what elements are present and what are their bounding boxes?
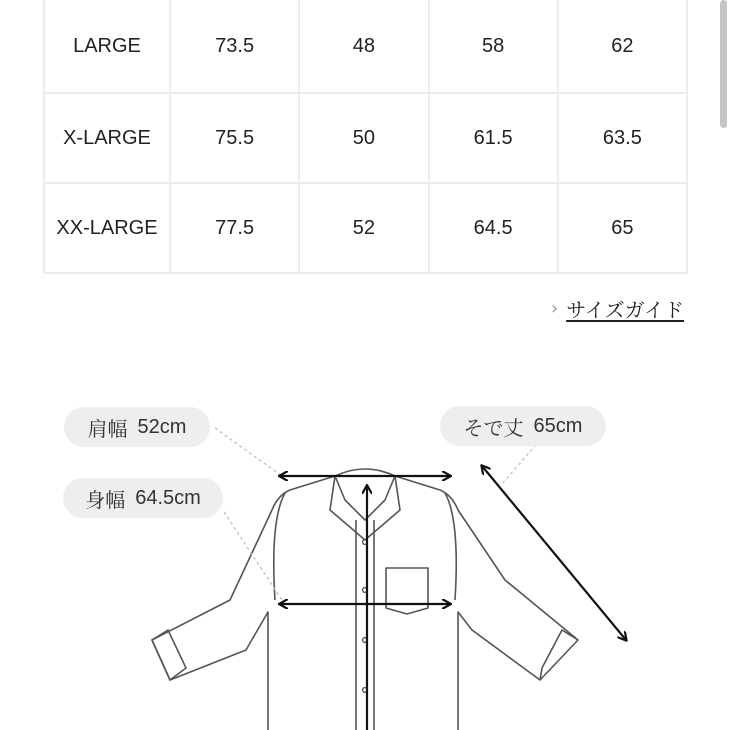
table-cell: 63.5 — [558, 93, 687, 183]
sleeve-arrow — [482, 466, 626, 640]
table-cell: 58 — [429, 0, 558, 93]
table-cell: 65 — [558, 183, 687, 273]
sleeve-label: そで丈 — [463, 417, 524, 440]
table-cell: 52 — [299, 183, 428, 273]
sleeve-length-badge — [440, 406, 606, 446]
table-cell: 64.5 — [429, 183, 558, 273]
table-cell: 50 — [299, 93, 428, 183]
shoulder-label: 肩幅 — [87, 418, 128, 441]
size-cell: X-LARGE — [44, 93, 170, 183]
size-cell: XX-LARGE — [44, 183, 170, 273]
table-cell: 61.5 — [429, 93, 558, 183]
table-cell: 62 — [558, 0, 687, 93]
shoulder-width-badge — [64, 407, 210, 447]
shoulder-value: 52cm — [137, 415, 187, 438]
body-width-badge — [63, 478, 223, 518]
leader-lines — [215, 428, 540, 600]
table-cell: 73.5 — [170, 0, 299, 93]
size-guide-label: サイズガイド — [566, 299, 685, 322]
body-label: 身幅 — [85, 489, 126, 512]
table-cell: 48 — [299, 0, 428, 93]
table-cell: 77.5 — [170, 183, 299, 273]
sleeve-value: 65cm — [533, 414, 583, 437]
measurement-arrows — [280, 466, 626, 730]
size-cell: LARGE — [44, 0, 170, 93]
body-value: 64.5cm — [135, 486, 201, 509]
chevron-right-icon: › — [551, 297, 559, 319]
table-cell: 75.5 — [170, 93, 299, 183]
